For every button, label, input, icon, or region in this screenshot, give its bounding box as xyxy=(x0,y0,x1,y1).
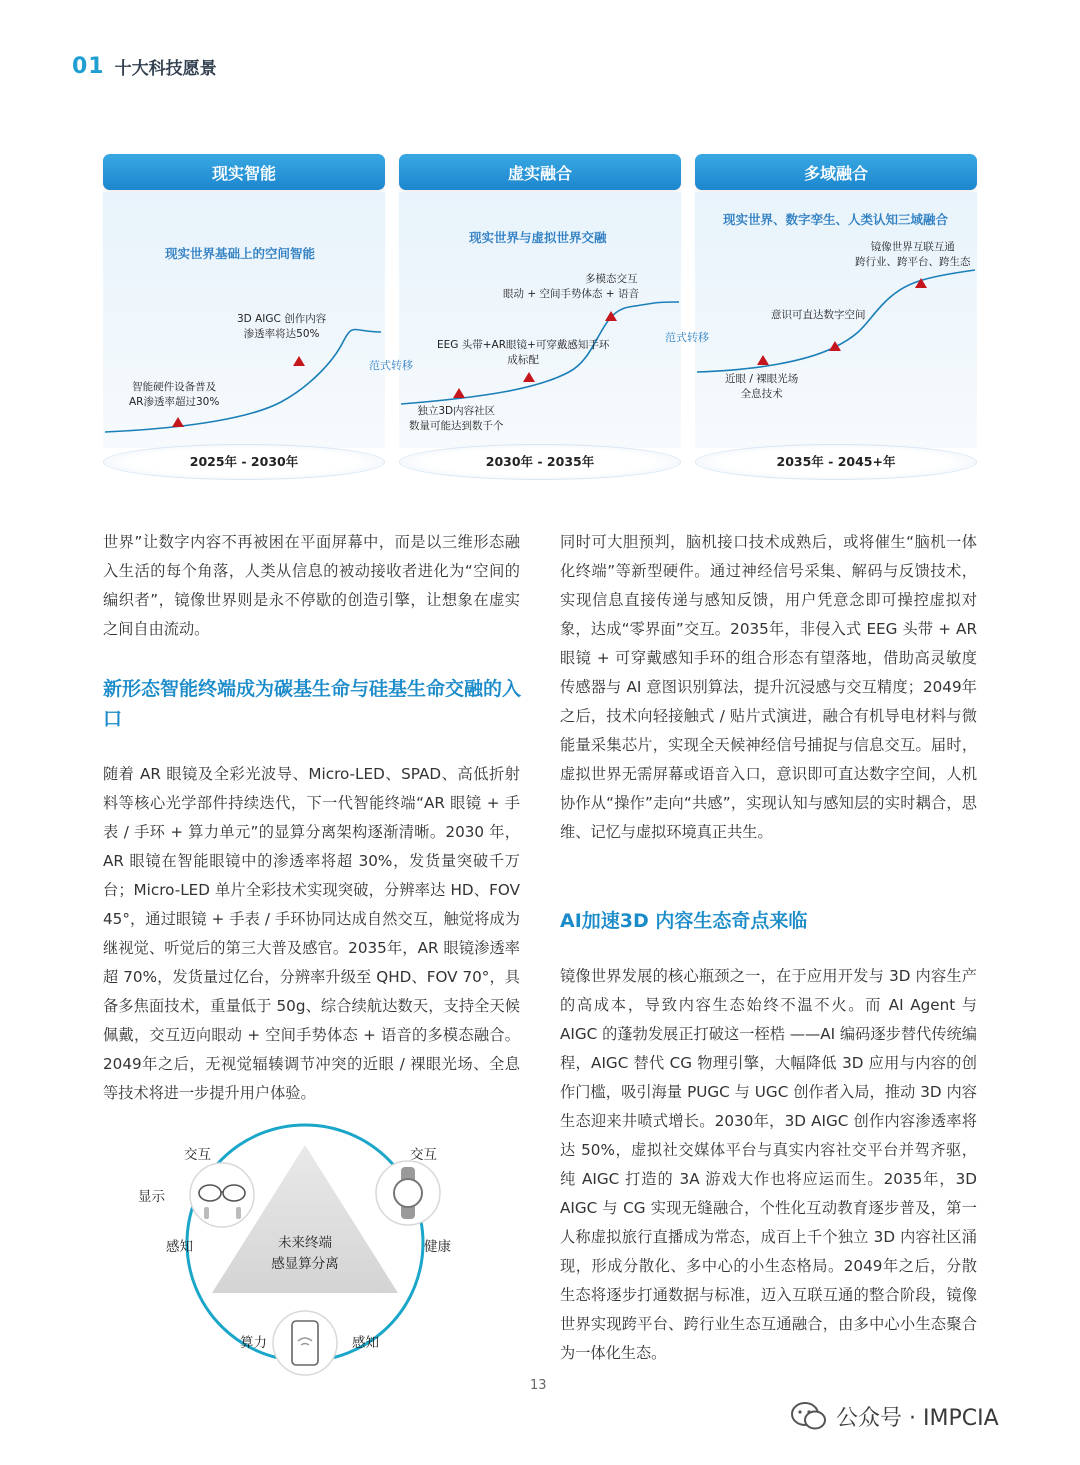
stage-title: 多域融合 xyxy=(695,154,977,190)
section-number: 01 xyxy=(72,53,105,79)
milestone-marker xyxy=(757,355,769,365)
milestone-1: 智能硬件设备普及 AR渗透率超过30% xyxy=(129,381,220,408)
paradigm-shift-label: 范式转移 xyxy=(665,331,709,344)
milestone-3: 多模态交互 眼动 + 空间手势体态 + 语音 xyxy=(503,273,639,300)
milestone-marker xyxy=(293,356,305,366)
milestone-marker xyxy=(453,388,465,398)
milestone-2: 3D AIGC 创作内容 渗透率将达50% xyxy=(237,313,327,340)
milestone-2: EEG 头带+AR眼镜+可穿戴感知手环 成标配 xyxy=(437,339,610,366)
diagram-label-display: 显示 xyxy=(138,1189,165,1205)
stage-title: 虚实融合 xyxy=(399,154,681,190)
page-number: 13 xyxy=(530,1378,547,1393)
body-paragraph: 随着 AR 眼镜及全彩光波导、Micro-LED、SPAD、高低折射料等核心光学部件持续迭代，下一代智能终端“AR 眼镜 + 手表 / 手环 + 算力单元”的显算分离架构逐渐清晰。2030 年，AR 眼镜在智能眼镜中的渗透率将超 30%，发货量突破千万台；Micro-LED 单片全彩技术实现突破，分辨率达 HD、FOV 45°，通过眼镜 + 手表 / 手环协同达成自然交互，触觉将成为继视觉、听觉后的第三大普及感官。2035年，AR 眼镜渗透率超 70%，发货量过亿台，分辨率升级至 QHD、FOV 70°，具备多焦面技术，重量低于 50g、综合续航达数天，支持全天候佩戴，交互迈向眼动 + 空间手势体态 + 语音的多模态融合。2049年之后，无视觉辐辏调节冲突的近眼 / 裸眼光场、全息等技术将进一步提升用户体验。 xyxy=(103,765,520,1102)
diagram-label-sensing: 感知 xyxy=(166,1239,193,1255)
watermark xyxy=(790,1400,999,1432)
period-label: 2035年 - 2045+年 xyxy=(776,454,896,469)
milestone-3: 镜像世界互联互通 跨行业、跨平台、跨生态 xyxy=(855,241,971,268)
milestone-marker xyxy=(172,417,184,427)
milestone-2: 意识可直达数字空间 xyxy=(771,309,866,321)
diagram-label-interaction: 交互 xyxy=(410,1147,437,1163)
terminal-diagram xyxy=(140,1115,460,1385)
diagram-label-sensing: 感知 xyxy=(352,1335,379,1351)
section-header xyxy=(72,52,217,80)
milestone-marker xyxy=(523,372,535,382)
watermark-text: 公众号 · IMPCIA xyxy=(836,1405,999,1431)
section-heading: 新形态智能终端成为碳基生命与硅基生命交融的入口 xyxy=(103,678,522,730)
section-title: 十大科技愿景 xyxy=(114,58,217,79)
stage-subtitle: 现实世界、数字孪生、人类认知三域融合 xyxy=(723,212,949,227)
stage-panel-1 xyxy=(103,154,385,482)
body-paragraph: 同时可大胆预判，脑机接口技术成熟后，或将催生“脑机一体化终端”等新型硬件。通过神经信号采集、解码与反馈技术，实现信息直接传递与感知反馈，用户凭意念即可操控虚拟对象，达成“零界面”交互。2035年，非侵入式 EEG 头带 + AR 眼镜 + 可穿戴感知手环的组合形态有望落地，借助高灵敏度传感器与 AI 意图识别算法，提升沉浸感与交互精度；2049年之后，技术向轻接触式 / 贴片式演进，融合有机导电材料与微能量采集芯片，实现全天候神经信号捕捉与信息交互。届时，虚拟世界无需屏幕或语音入口，意识即可直达数字空间，人机协作从“操作”走向“共感”，实现认知与感知层的实时耦合，思维、记忆与虚拟环境真正共生。 xyxy=(560,533,977,841)
diagram-center-label: 未来终端 感显算分离 xyxy=(271,1235,339,1272)
stage-subtitle: 现实世界与虚拟世界交融 xyxy=(469,230,607,245)
diagram-label-health: 健康 xyxy=(424,1239,451,1255)
milestone-1: 近眼 / 裸眼光场 全息技术 xyxy=(725,373,799,400)
section-heading: AI加速3D 内容生态奇点来临 xyxy=(560,910,808,932)
diagram-label-compute: 算力 xyxy=(240,1335,267,1351)
intro-paragraph: 世界”让数字内容不再被困在平面屏幕中，而是以三维形态融入生活的每个角落，人类从信息的被动接收者进化为“空间的编织者”，镜像世界则是永不停歇的创造引擎，让想象在虚实之间自由流动。 xyxy=(103,533,520,638)
stage-panel-3 xyxy=(695,154,977,482)
diagram-label-interaction: 交互 xyxy=(184,1147,211,1163)
stage-panel-2 xyxy=(399,154,681,482)
milestone-1: 独立3D内容社区 数量可能达到数千个 xyxy=(409,405,504,432)
period-label: 2030年 - 2035年 xyxy=(485,454,595,469)
stage-subtitle: 现实世界基础上的空间智能 xyxy=(165,246,316,261)
paradigm-shift-label: 范式转移 xyxy=(369,359,413,372)
period-label: 2025年 - 2030年 xyxy=(189,454,299,469)
stage-title: 现实智能 xyxy=(103,154,385,190)
wechat-icon xyxy=(790,1400,828,1432)
body-paragraph: 镜像世界发展的核心瓶颈之一，在于应用开发与 3D 内容生产的高成本，导致内容生态始终不温不火。而 AI Agent 与 AIGC 的蓬勃发展正打破这一桎梏 ——AI 编码逐步替代传统编程，AIGC 替代 CG 物理引擎，大幅降低 3D 应用与内容的创作门槛，吸引海量 PUGC 与 UGC 创作者入局，推动 3D 内容生态迎来井喷式增长。2030年，3D AIGC 创作内容渗透率将达 50%，虚拟社交媒体平台与真实内容社交平台并驾齐驱，纯 AIGC 打造的 3A 游戏大作也将应运而生。2035年，3D AIGC 与 CG 实现无缝融合，个性化互动教育逐步普及，第一人称虚拟旅行直播成为常态，成百上千个独立 3D 内容社区涌现，形成分散化、多中心的小生态格局。2049年之后，分散生态将逐步打通数据与标准，迈入互联互通的整合阶段，镜像世界实现跨平台、跨行业生态互通融合，由多中心小生态聚合为一体化生态。 xyxy=(560,967,977,1362)
milestone-marker xyxy=(829,341,841,351)
